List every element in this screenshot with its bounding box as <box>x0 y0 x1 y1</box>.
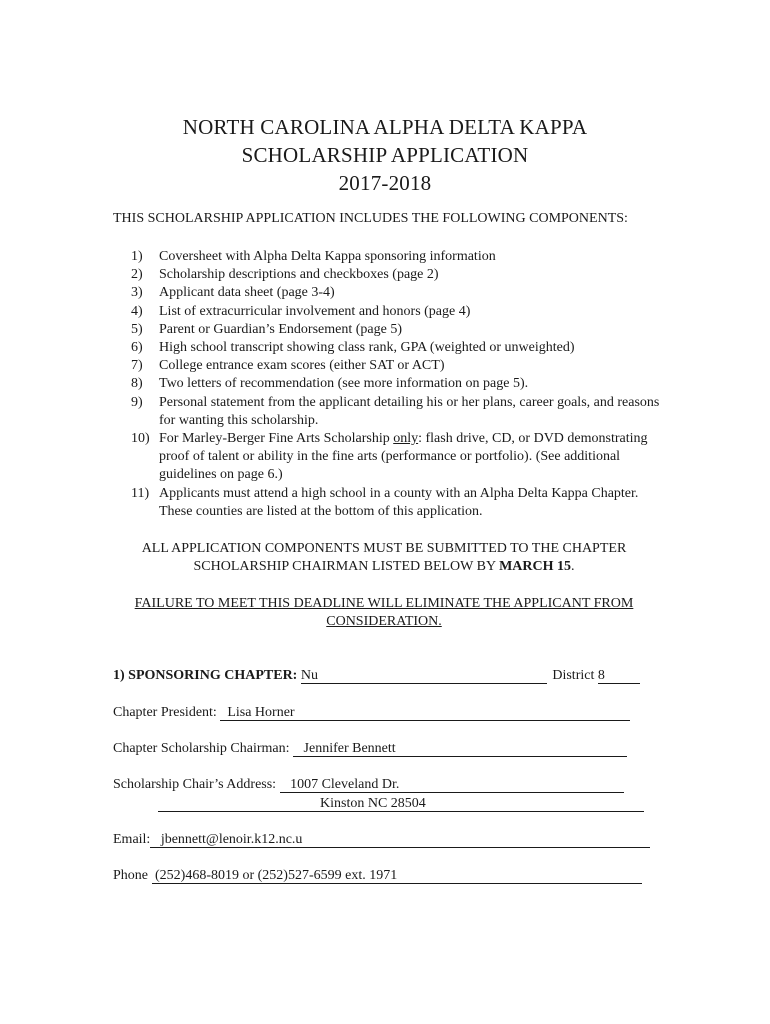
chapter-president-row <box>113 704 630 722</box>
item-number: 1) <box>131 249 143 264</box>
chair-address-row-2 <box>158 795 644 813</box>
scholarship-chairman-row <box>113 740 627 758</box>
notice-text: ALL APPLICATION COMPONENTS MUST BE SUBMITTED TO THE CHAPTER SCHOLARSHIP CHAIRMAN LISTED BELOW BY <box>141 541 627 575</box>
phone-label: Phone <box>113 868 148 883</box>
chair-address-line1-value: 1007 Cleveland Dr. <box>290 777 400 792</box>
district-field[interactable] <box>598 668 640 684</box>
chair-address-row <box>113 776 624 794</box>
notice-end: . <box>571 559 575 575</box>
sponsoring-chapter-value: Nu <box>300 668 318 683</box>
components-list <box>113 248 673 521</box>
phone-value: (252)468-8019 or (252)527-6599 ext. 1971 <box>155 868 398 883</box>
scholarship-chairman-field[interactable] <box>293 741 627 757</box>
sponsoring-chapter-label: 1) SPONSORING CHAPTER: <box>113 668 298 683</box>
item-text: : flash drive, CD, or DVD demonstrating proof of talent or ability in the fine arts (performance or portfolio). (See additional guidelines on page 6.) <box>159 431 648 483</box>
list-item <box>113 303 673 321</box>
deadline-date: MARCH 15 <box>499 559 571 575</box>
email-row <box>113 831 650 849</box>
scholarship-chairman-value: Jennifer Bennett <box>303 741 396 756</box>
phone-field[interactable] <box>152 868 642 884</box>
chair-address-line2-field[interactable] <box>158 796 644 812</box>
sponsoring-chapter-field[interactable] <box>301 668 547 684</box>
components-intro: THIS SCHOLARSHIP APPLICATION INCLUDES THE FOLLOWING COMPONENTS: <box>113 211 628 226</box>
chapter-president-field[interactable] <box>220 705 630 721</box>
list-item <box>113 284 673 302</box>
email-label: Email: <box>113 832 151 847</box>
district-label: District <box>552 668 595 683</box>
sponsoring-chapter-row <box>113 667 640 685</box>
item-text: Scholarship descriptions and checkboxes (page 2) <box>159 267 439 283</box>
item-number: 6) <box>131 340 143 356</box>
list-item <box>113 485 673 521</box>
list-item <box>113 248 673 266</box>
item-text: Applicant data sheet (page 3-4) <box>159 285 335 301</box>
item-text: Two letters of recommendation (see more information on page 5). <box>159 376 529 392</box>
phone-row <box>113 867 642 885</box>
item-text: Applicants must attend a high school in a county with an Alpha Delta Kappa Chapter. These counties are listed at the bottom of this application. <box>159 485 660 519</box>
list-item <box>113 357 673 375</box>
list-item <box>113 321 673 339</box>
item-number: 10) <box>131 431 150 447</box>
email-value: jbennett@lenoir.k12.nc.u <box>160 832 303 847</box>
title-year: 2017-2018 <box>338 171 432 195</box>
item-text: Coversheet with Alpha Delta Kappa sponsoring information <box>159 249 496 264</box>
chair-address-label: Scholarship Chair’s Address: <box>113 777 277 792</box>
item-text: High school transcript showing class rank, GPA (weighted or unweighted) <box>159 340 575 356</box>
item-text: College entrance exam scores (either SAT or ACT) <box>159 358 445 374</box>
item-text: For Marley-Berger Fine Arts Scholarship <box>159 431 394 447</box>
item-number: 3) <box>131 285 143 301</box>
chair-address-line1-field[interactable] <box>280 777 624 793</box>
list-item <box>113 266 673 284</box>
item-number: 9) <box>131 394 143 410</box>
submission-notice <box>113 540 655 576</box>
scholarship-chairman-label: Chapter Scholarship Chairman: <box>113 741 290 756</box>
chair-address-line2-value: Kinston NC 28504 <box>320 796 426 811</box>
item-number: 4) <box>131 303 143 319</box>
title-line-2: SCHOLARSHIP APPLICATION <box>241 143 529 167</box>
item-number: 7) <box>131 358 143 374</box>
item-text: Personal statement from the applicant detailing his or her plans, career goals, and reasons for wanting this scholarship. <box>159 394 660 428</box>
item-text: Parent or Guardian’s Endorsement (page 5) <box>159 321 402 337</box>
district-value: 8 <box>597 668 605 683</box>
item-emphasis: only <box>393 431 419 447</box>
deadline-warning: FAILURE TO MEET THIS DEADLINE WILL ELIMINATE THE APPLICANT FROM CONSIDERATION. <box>134 596 634 630</box>
list-item <box>113 375 673 393</box>
item-number: 11) <box>131 485 150 501</box>
chapter-president-label: Chapter President: <box>113 705 217 720</box>
item-number: 5) <box>131 321 143 337</box>
chapter-president-value: Lisa Horner <box>227 705 295 720</box>
item-text: List of extracurricular involvement and honors (page 4) <box>159 303 471 319</box>
list-item <box>113 339 673 357</box>
item-number: 2) <box>131 267 143 283</box>
email-field[interactable] <box>150 832 650 848</box>
item-number: 8) <box>131 376 143 392</box>
title-line-1: NORTH CAROLINA ALPHA DELTA KAPPA <box>182 115 588 139</box>
list-item <box>113 394 673 430</box>
list-item <box>113 430 673 485</box>
